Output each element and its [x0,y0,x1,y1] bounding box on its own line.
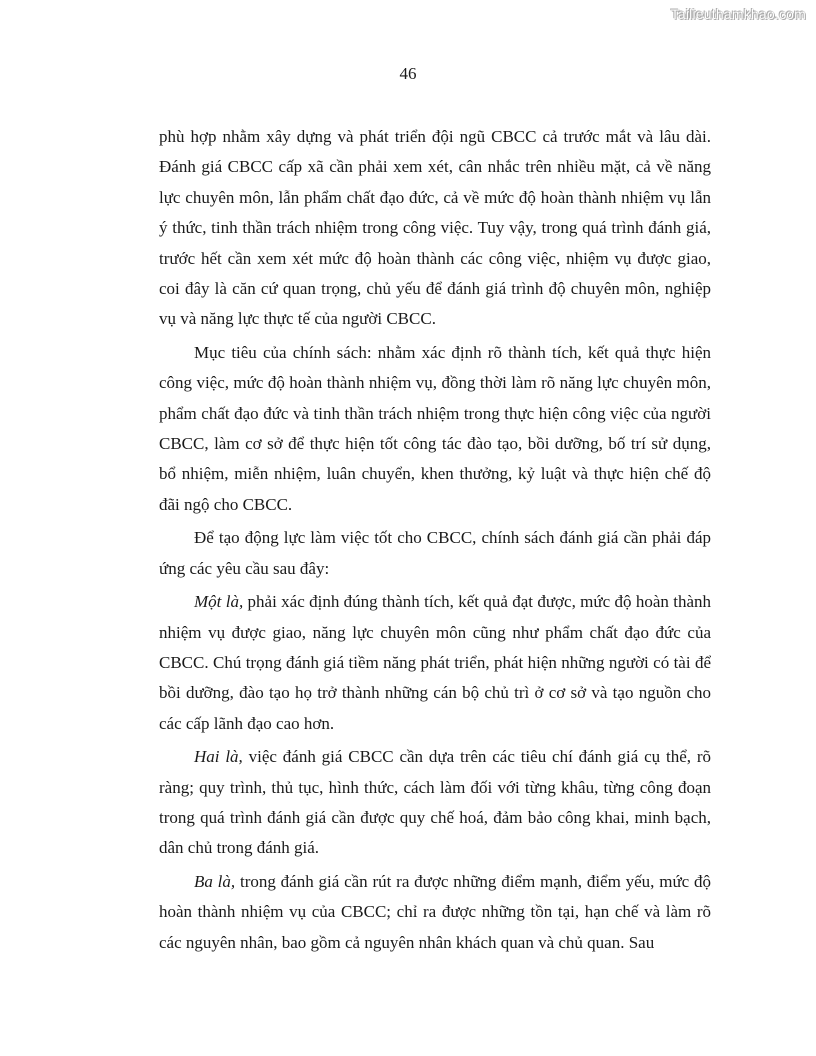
paragraph-5-text: việc đánh giá CBCC cần dựa trên các tiêu chí đánh giá cụ thể, rõ ràng; quy trình, thủ tục, hình thức, cách làm đối với từng khâu, từng công đoạn trong quá trình đánh giá cần được quy chế hoá, đảm bảo công khai, minh bạch, dân chủ trong đánh giá. [159,747,711,858]
paragraph-4 [159,587,711,739]
paragraph-1: phù hợp nhằm xây dựng và phát triển đội ngũ CBCC cả trước mắt và lâu dài. Đánh giá CBCC cấp xã cần phải xem xét, cân nhắc trên nhiều mặt, cả về năng lực chuyên môn, lẫn phẩm chất đạo đức, cả về mức độ hoàn thành nhiệm vụ lẫn ý thức, tinh thần trách nhiệm trong công việc. Tuy vậy, trong quá trình đánh giá, trước hết cần xem xét mức độ hoàn thành các công việc, nhiệm vụ được giao, coi đây là căn cứ quan trọng, chủ yếu để đánh giá trình độ chuyên môn, nghiệp vụ và năng lực thực tế của người CBCC. [159,127,711,329]
paragraph-4-lead: Một là, [194,592,244,612]
paragraph-5-lead: Hai là, [194,747,243,767]
paragraph-2: Mục tiêu của chính sách: nhằm xác định rõ thành tích, kết quả thực hiện công việc, mức độ hoàn thành nhiệm vụ, đồng thời làm rõ năng lực chuyên môn, phẩm chất đạo đức và tinh thần trách nhiệm trong thực hiện công việc của người CBCC, làm cơ sở để thực hiện tốt công tác đào tạo, bồi dưỡng, bố trí sử dụng, bổ nhiệm, miễn nhiệm, luân chuyển, khen thưởng, kỷ luật và thực hiện chế độ đãi ngộ cho CBCC. [159,342,711,514]
paragraph-3: Để tạo động lực làm việc tốt cho CBCC, chính sách đánh giá cần phải đáp ứng các yêu cầu sau đây: [159,528,711,578]
document-body [159,122,711,958]
paragraph-5 [159,742,711,864]
paragraph-4-text: phải xác định đúng thành tích, kết quả đạt được, mức độ hoàn thành nhiệm vụ được giao, năng lực chuyên môn cũng như phẩm chất đạo đức của CBCC. Chú trọng đánh giá tiềm năng phát triển, phát hiện những người có tài để bồi dưỡng, đào tạo họ trở thành những cán bộ chủ trì ở cơ sở và tạo nguồn cho các cấp lãnh đạo cao hơn. [159,592,711,733]
paragraph-6-lead: Ba là, [194,871,236,891]
paragraph-6 [159,867,711,958]
page-number: 46 [399,64,417,83]
watermark-text: Tailieuthamkhao.com [670,6,806,22]
paragraph-6-text: trong đánh giá cần rút ra được những điểm mạnh, điểm yếu, mức độ hoàn thành nhiệm vụ của CBCC; chỉ ra được những tồn tại, hạn chế và làm rõ các nguyên nhân, bao gồm cả nguyên nhân khách quan và chủ quan. Sau [159,871,712,952]
